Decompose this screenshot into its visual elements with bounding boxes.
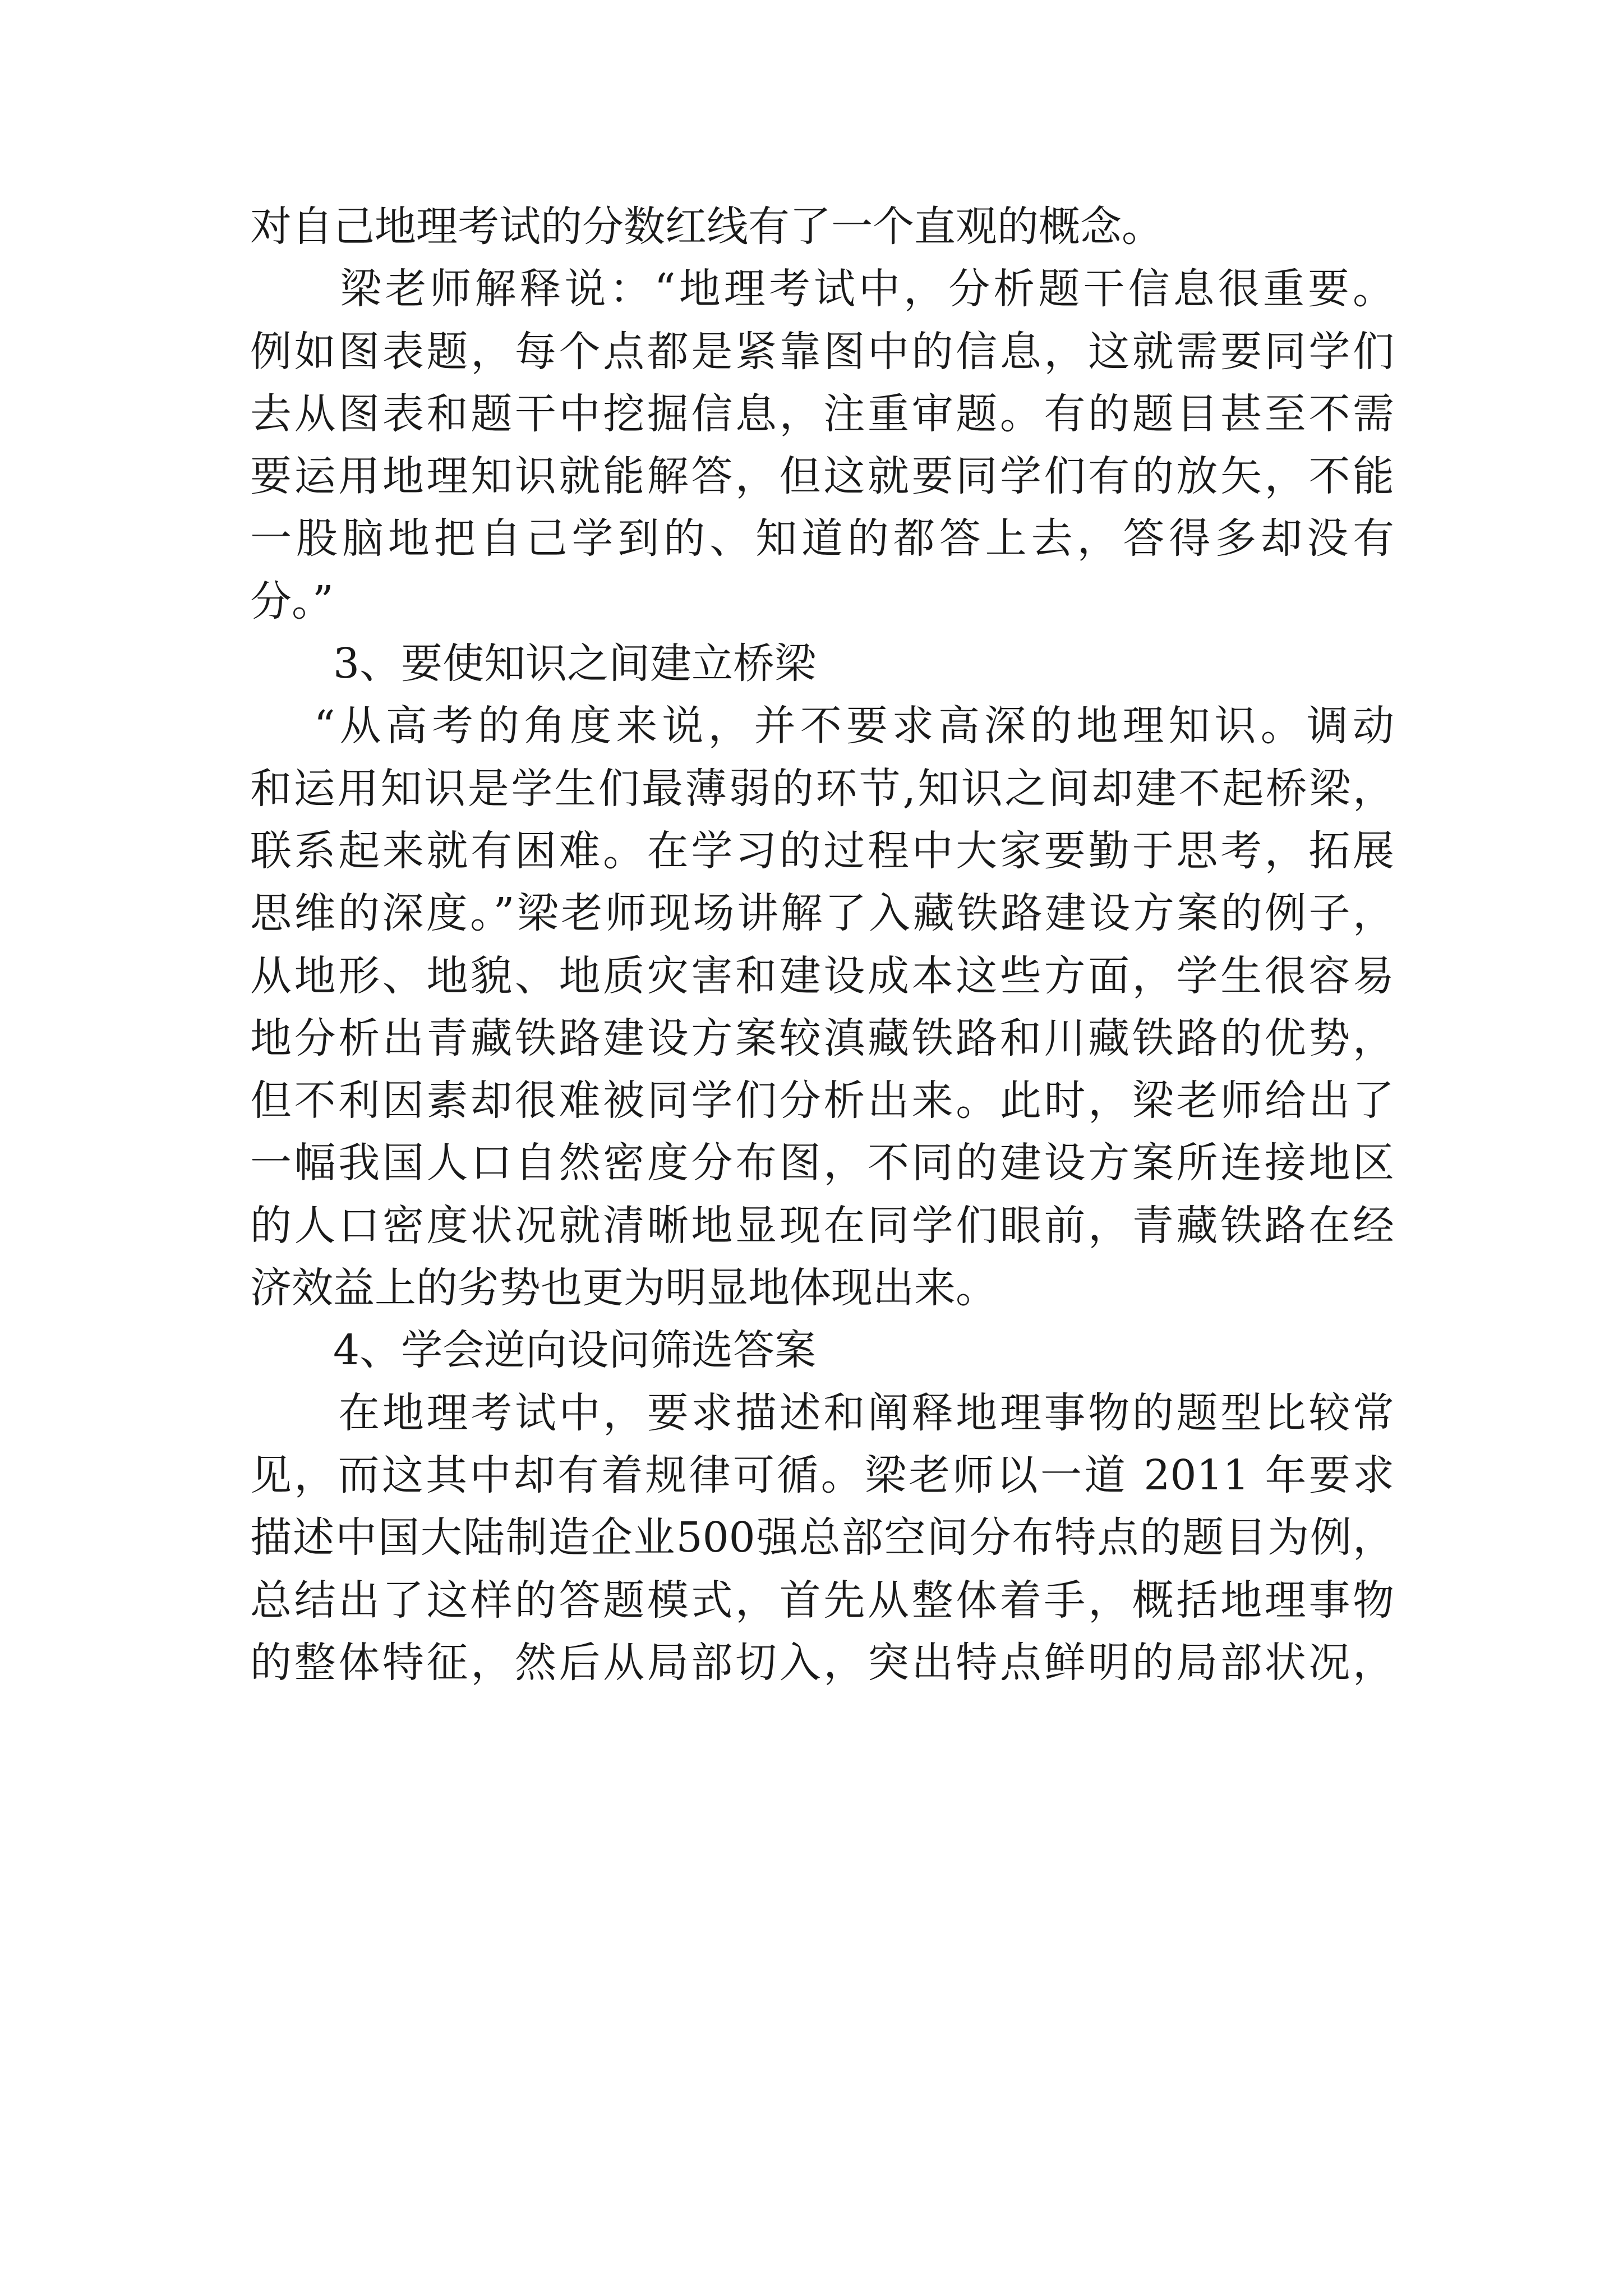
text-line: 和运用知识是学生们最薄弱的环节,知识之间却建不起桥梁， [250, 764, 1394, 813]
text-line: 总结出了这样的答题模式，首先从整体着手，概括地理事物 [250, 1576, 1394, 1625]
section-heading: 4、学会逆向设问筛选答案 [250, 1326, 817, 1375]
text-line: 描述中国大陆制造企业500强总部空间分布特点的题目为例， [250, 1513, 1394, 1562]
text-line: 要运用地理知识就能解答，但这就要同学们有的放矢，不能 [250, 452, 1394, 501]
text-line: 联系起来就有困难。在学习的过程中大家要勤于思考，拓展 [250, 826, 1394, 875]
text-line: 从地形、地貌、地质灾害和建设成本这些方面，学生很容易 [250, 951, 1394, 1000]
text-line: 但不利因素却很难被同学们分析出来。此时，梁老师给出了 [250, 1076, 1394, 1125]
text-line: 分。” [250, 577, 334, 625]
text-line: 一股脑地把自己学到的、知道的都答上去，答得多却没有 [250, 514, 1394, 563]
text-line: 在地理考试中，要求描述和阐释地理事物的题型比较常 [250, 1388, 1394, 1437]
text-line: 梁老师解释说：“地理考试中，分析题干信息很重要。 [250, 265, 1394, 314]
text-line: 思维的深度。”梁老师现场讲解了入藏铁路建设方案的例子， [250, 889, 1394, 938]
text-line: 去从图表和题干中挖掘信息，注重审题。有的题目甚至不需 [250, 389, 1394, 438]
text-line: 济效益上的劣势也更为明显地体现出来。 [250, 1264, 997, 1313]
text-line: 例如图表题，每个点都是紧靠图中的信息，这就需要同学们 [250, 327, 1394, 376]
text-line: 地分析出青藏铁路建设方案较滇藏铁路和川藏铁路的优势， [250, 1014, 1394, 1062]
text-line: 一幅我国人口自然密度分布图，不同的建设方案所连接地区 [250, 1139, 1394, 1188]
text-line: 对自己地理考试的分数红线有了一个直观的概念。 [250, 203, 1163, 251]
text-line: 的整体特征，然后从局部切入，突出特点鲜明的局部状况， [250, 1638, 1394, 1687]
section-heading: 3、要使知识之间建立桥梁 [250, 639, 817, 688]
body-text [250, 196, 1394, 1694]
text-line: 见，而这其中却有着规律可循。梁老师以一道 2011 年要求 [250, 1451, 1394, 1499]
text-line: 的人口密度状况就清晰地显现在同学们眼前，青藏铁路在经 [250, 1201, 1394, 1250]
text-line: “从高考的角度来说，并不要求高深的地理知识。调动 [250, 702, 1394, 751]
